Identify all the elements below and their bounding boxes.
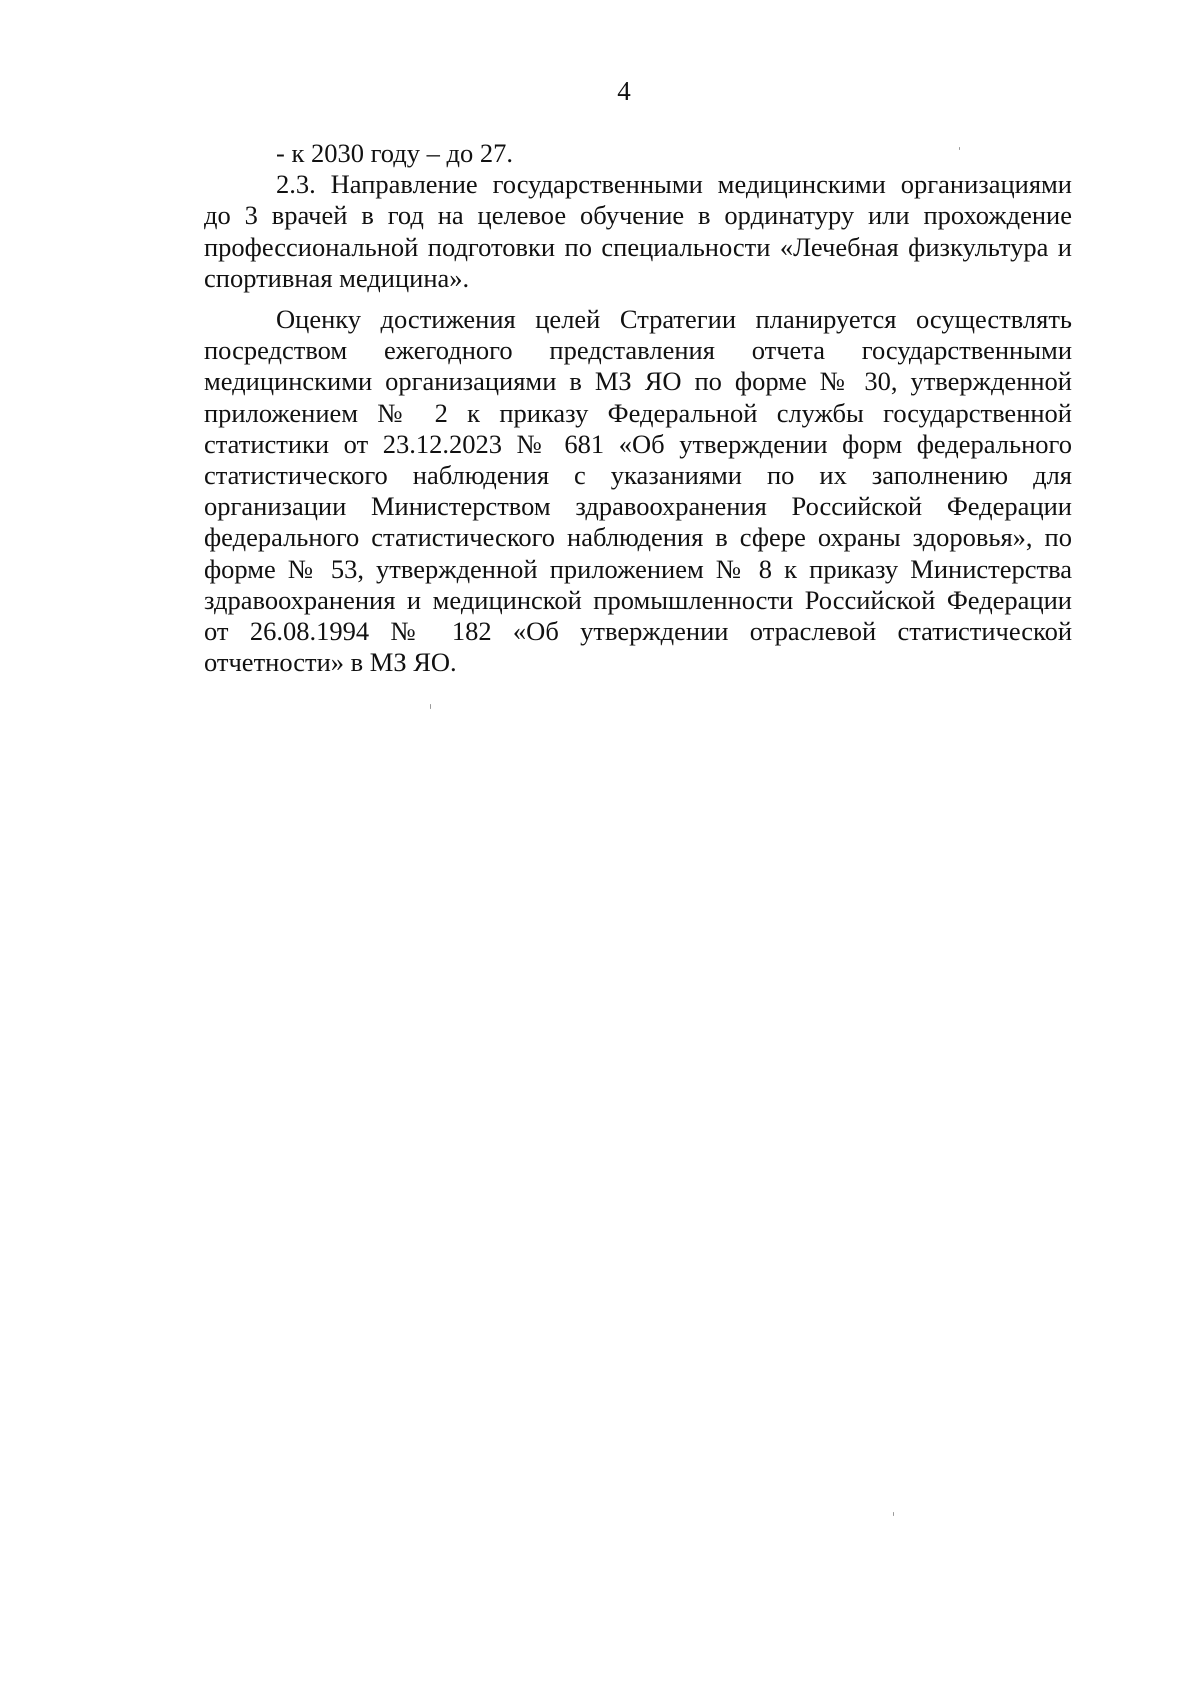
paragraph-strategy-evaluation: Оценку достижения целей Стратегии планируется осуществлять посредством ежегодного представления отчета государственными медицинскими организациями в МЗ ЯО по форме № 30, утвержденной приложением № 2 к приказу Федеральной службы государственной статистики от 23.12.2023 № 681 «Об утверждении форм федерального статистического наблюдения с указаниями по их заполнению для организации Министерством здравоохранения Российской Федерации федерального статистического наблюдения в сфере охраны здоровья», по форме № 53, утвержденной приложением № 8 к приказу Министерства здравоохранения и медицинской промышленности Российской Федерации от 26.08.1994 № 182 «Об утверждении отраслевой статистической отчетности» в МЗ ЯО.: [204, 304, 1072, 678]
paragraph-target-2030: - к 2030 году – до 27.: [276, 138, 513, 168]
scan-speck: [893, 1512, 894, 1516]
paragraph-2-3-doctor-training: 2.3. Направление государственными медицинскими организациями до 3 врачей в год на целевое обучение в ординатуру или прохождение профессиональной подготовки по специальности «Лечебная физкультура и спортивная медицина».: [204, 169, 1072, 293]
page-number: 4: [617, 76, 631, 106]
scan-speck: [430, 704, 431, 709]
scan-speck: [959, 147, 960, 150]
document-body: [204, 138, 1072, 678]
